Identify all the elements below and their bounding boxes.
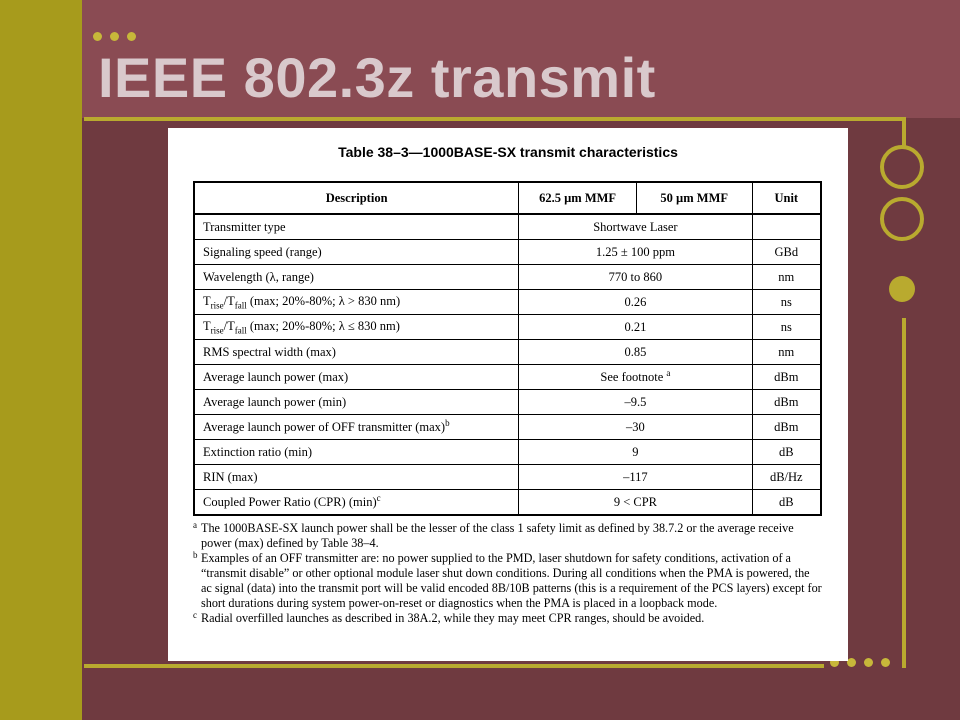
table-row <box>194 365 821 390</box>
row-value: 0.21 <box>519 315 752 340</box>
row-description-subscript: rise <box>210 325 224 336</box>
table-row <box>194 415 821 440</box>
row-description <box>194 315 519 340</box>
row-unit: dB <box>752 440 821 465</box>
frame-line-right-lower <box>902 318 906 668</box>
row-unit <box>752 214 821 240</box>
row-unit: nm <box>752 340 821 365</box>
row-description-text: Coupled Power Ratio (CPR) (min) <box>203 495 377 510</box>
header-unit: Unit <box>752 182 821 214</box>
footnote-ref: b <box>445 418 450 429</box>
row-description <box>194 490 519 516</box>
row-unit: ns <box>752 290 821 315</box>
dot <box>110 32 119 41</box>
frame-line-right-upper <box>902 117 906 147</box>
row-unit: dB/Hz <box>752 465 821 490</box>
footnotes <box>193 521 823 626</box>
row-description-text: T <box>203 293 211 308</box>
footnote-ref: a <box>666 368 671 379</box>
table-row <box>194 265 821 290</box>
table-row <box>194 214 821 240</box>
row-value: 0.26 <box>519 290 752 315</box>
footnote-mark: b <box>193 550 198 560</box>
decorative-dots-top <box>93 32 136 41</box>
row-value-text: See footnote <box>600 370 664 385</box>
footnote-ref: c <box>376 493 381 504</box>
table-header-row <box>194 182 821 214</box>
row-description: RMS spectral width (max) <box>194 340 519 365</box>
row-description: Average launch power (min) <box>194 390 519 415</box>
row-unit: ns <box>752 315 821 340</box>
row-unit: GBd <box>752 240 821 265</box>
row-description-subscript: fall <box>234 300 247 311</box>
table-caption: Table 38–3—1000BASE-SX transmit characteristics <box>338 144 678 160</box>
footnote-a <box>193 521 823 551</box>
row-value: 0.85 <box>519 340 752 365</box>
footnote-text: Radial overfilled launches as described in 38A.2, while they may meet CPR ranges, should be avoided. <box>201 611 705 625</box>
row-description <box>194 415 519 440</box>
decorative-ring-lower <box>880 197 924 241</box>
row-description: Transmitter type <box>194 214 519 240</box>
dot <box>864 658 873 667</box>
table-row <box>194 465 821 490</box>
slide-title: IEEE 802.3z transmit <box>98 46 656 109</box>
frame-line-bottom <box>84 664 824 668</box>
decorative-ring-upper <box>880 145 924 189</box>
row-description-text: /T <box>223 318 235 333</box>
footnote-c <box>193 611 823 626</box>
row-value: 9 < CPR <box>519 490 752 516</box>
row-value: 9 <box>519 440 752 465</box>
row-description: RIN (max) <box>194 465 519 490</box>
row-value: 770 to 860 <box>519 265 752 290</box>
row-unit: dB <box>752 490 821 516</box>
frame-line-top <box>84 117 906 121</box>
row-description-text: (max; 20%-80%; λ > 830 nm) <box>246 293 401 308</box>
row-value <box>519 365 752 390</box>
row-unit: nm <box>752 265 821 290</box>
header-description: Description <box>194 182 519 214</box>
footnote-b <box>193 551 823 611</box>
row-description-subscript: rise <box>210 300 224 311</box>
row-value: –117 <box>519 465 752 490</box>
left-accent-bar <box>0 0 82 720</box>
row-value: –30 <box>519 415 752 440</box>
spec-table <box>193 181 822 516</box>
row-description: Wavelength (λ, range) <box>194 265 519 290</box>
footnote-mark: a <box>193 520 197 530</box>
row-description-text: (max; 20%-80%; λ ≤ 830 nm) <box>246 318 400 333</box>
decorative-solid-dot <box>889 276 915 302</box>
row-description: Extinction ratio (min) <box>194 440 519 465</box>
row-description-text: Average launch power of OFF transmitter (max) <box>203 420 446 435</box>
row-description-text: /T <box>223 293 235 308</box>
table-row <box>194 390 821 415</box>
dot <box>127 32 136 41</box>
table-row <box>194 290 821 315</box>
dot <box>847 658 856 667</box>
footnote-text: Examples of an OFF transmitter are: no power supplied to the PMD, laser shutdown for safety conditions, activation of a “transmit disable” or other optional module laser shut down conditions. During all conditions when the PMA is powered, the ac signal (data) into the transmit port will be valid encoded 8B/10B patterns (this is a requirement of the PCS layers) except for short durations during system power-on-reset or diagnostics when the PMA is placed in a loopback mode. <box>201 551 822 610</box>
row-value: Shortwave Laser <box>519 214 752 240</box>
table-row <box>194 440 821 465</box>
row-description-subscript: fall <box>234 325 247 336</box>
row-unit: dBm <box>752 390 821 415</box>
row-description <box>194 290 519 315</box>
footnote-mark: c <box>193 610 197 620</box>
row-unit: dBm <box>752 365 821 390</box>
header-50-mmf: 50 µm MMF <box>636 182 752 214</box>
row-value: 1.25 ± 100 ppm <box>519 240 752 265</box>
table-row <box>194 490 821 516</box>
table-document <box>168 128 848 661</box>
row-description: Average launch power (max) <box>194 365 519 390</box>
footnote-text: The 1000BASE-SX launch power shall be the lesser of the class 1 safety limit as defined by 38.7.2 or the average receive power (max) defined by Table 38–4. <box>201 521 794 550</box>
row-value: –9.5 <box>519 390 752 415</box>
header-62-5-mmf: 62.5 µm MMF <box>519 182 637 214</box>
row-description: Signaling speed (range) <box>194 240 519 265</box>
dot <box>881 658 890 667</box>
dot <box>93 32 102 41</box>
table-row <box>194 340 821 365</box>
table-row <box>194 315 821 340</box>
row-description-text: T <box>203 318 211 333</box>
table-row <box>194 240 821 265</box>
row-unit: dBm <box>752 415 821 440</box>
